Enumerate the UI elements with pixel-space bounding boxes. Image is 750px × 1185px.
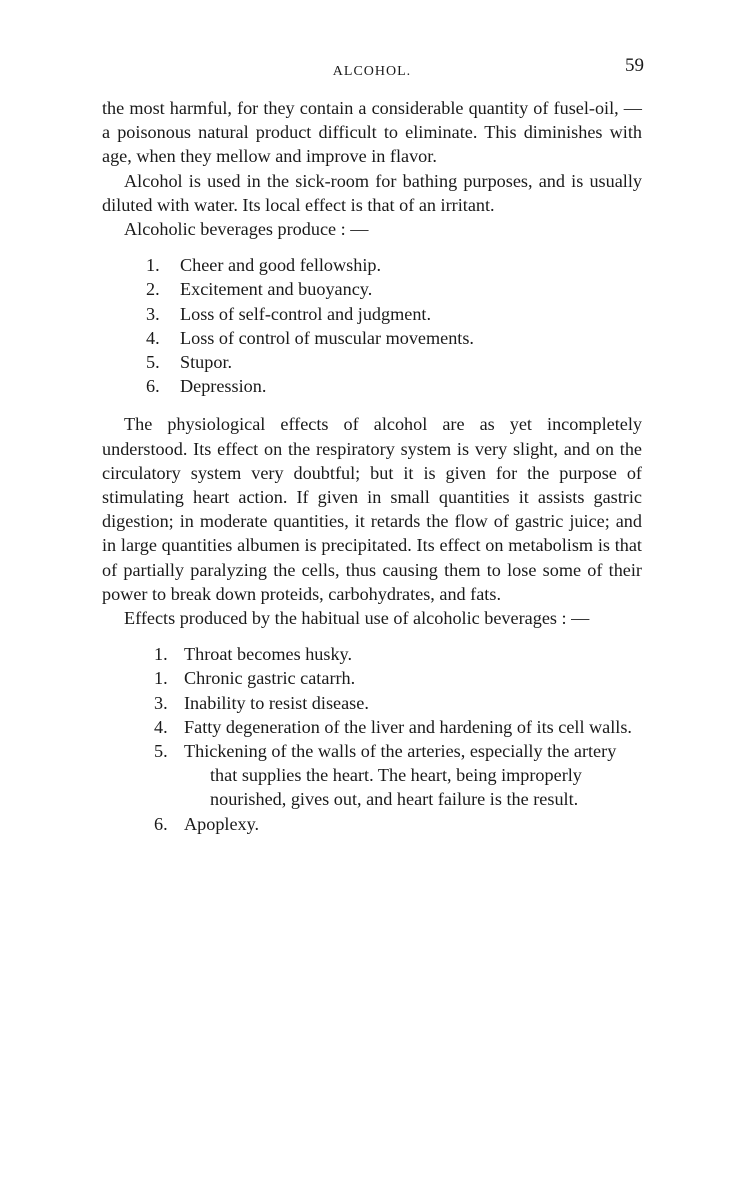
list-item [102, 812, 642, 836]
page-number: 59 [625, 55, 644, 76]
list-number: 3. [154, 692, 168, 713]
list-number: 5. [154, 741, 168, 762]
habitual-effects-list [102, 642, 642, 836]
book-page [102, 54, 642, 850]
list-number: 1. [146, 255, 160, 276]
paragraph-continuation: the most harmful, for they contain a considerable quantity of fusel-oil, — a poisonous natural product difficult to eliminate. This diminishes with age, when they mellow and improve in flavor. [102, 98, 642, 167]
list-text: Fatty degeneration of the liver and hardening of its cell walls. [184, 716, 632, 737]
list-text: Apoplexy. [184, 813, 260, 834]
list-item [102, 374, 642, 398]
running-title: ALCOHOL. [332, 64, 412, 79]
running-head [102, 54, 642, 82]
list-number: 6. [146, 376, 160, 397]
list-number: 5. [146, 352, 160, 373]
effects-list [102, 253, 642, 398]
list-text: Cheer and good fellowship. [180, 255, 382, 276]
list-item [102, 277, 642, 301]
list-number: 3. [146, 303, 160, 324]
list-item [102, 666, 642, 690]
list-number: 4. [146, 327, 160, 348]
list-item [102, 350, 642, 374]
list-text: Stupor. [180, 352, 233, 373]
list-text: Inability to resist disease. [184, 692, 369, 713]
list-number: 2. [146, 279, 160, 300]
paragraph-habitual-use: Effects produced by the habitual use of alcoholic beverages : — [124, 608, 590, 629]
list-item [102, 253, 642, 277]
list-item [102, 642, 642, 666]
list-number: 1. [154, 668, 168, 689]
list-text: Throat becomes husky. [184, 644, 353, 665]
paragraph-sick-room: Alcohol is used in the sick-room for bathing purposes, and is usually diluted with water. Its local effect is that of an irritant. [102, 170, 642, 215]
list-number: 4. [154, 716, 168, 737]
paragraph-physiological-effects: The physiological effects of alcohol are as yet incompletely understood. Its effect on the respiratory system is very slight, and on the circulatory system very doubtful; but it is given for the purpose of stimulating heart action. If given in small quantities it assists gastric digestion; in moderate quantities, it retards the flow of gastric juice; and in large quantities albumen is precipitated. Its effect on metabolism is that of partially paralyzing the cells, thus causing them to lose some of their power to break down proteids, carbohydrates, and fats. [102, 414, 642, 604]
list-text: Thickening of the walls of the arteries, especially the artery that supplies the heart. The heart, being improperly nourished, gives out, and heart failure is the result. [184, 741, 617, 810]
list-item [102, 739, 642, 812]
list-text: Excitement and buoyancy. [180, 279, 373, 300]
list-item [102, 302, 642, 326]
list-item [102, 715, 642, 739]
list-text: Depression. [180, 376, 267, 397]
list-item [102, 326, 642, 350]
list-number: 6. [154, 813, 168, 834]
list-text: Loss of control of muscular movements. [180, 327, 474, 348]
list-text: Chronic gastric catarrh. [184, 668, 356, 689]
list-item [102, 691, 642, 715]
list-text: Loss of self-control and judgment. [180, 303, 432, 324]
paragraph-beverages-produce: Alcoholic beverages produce : — [124, 219, 369, 240]
list-number: 1. [154, 644, 168, 665]
